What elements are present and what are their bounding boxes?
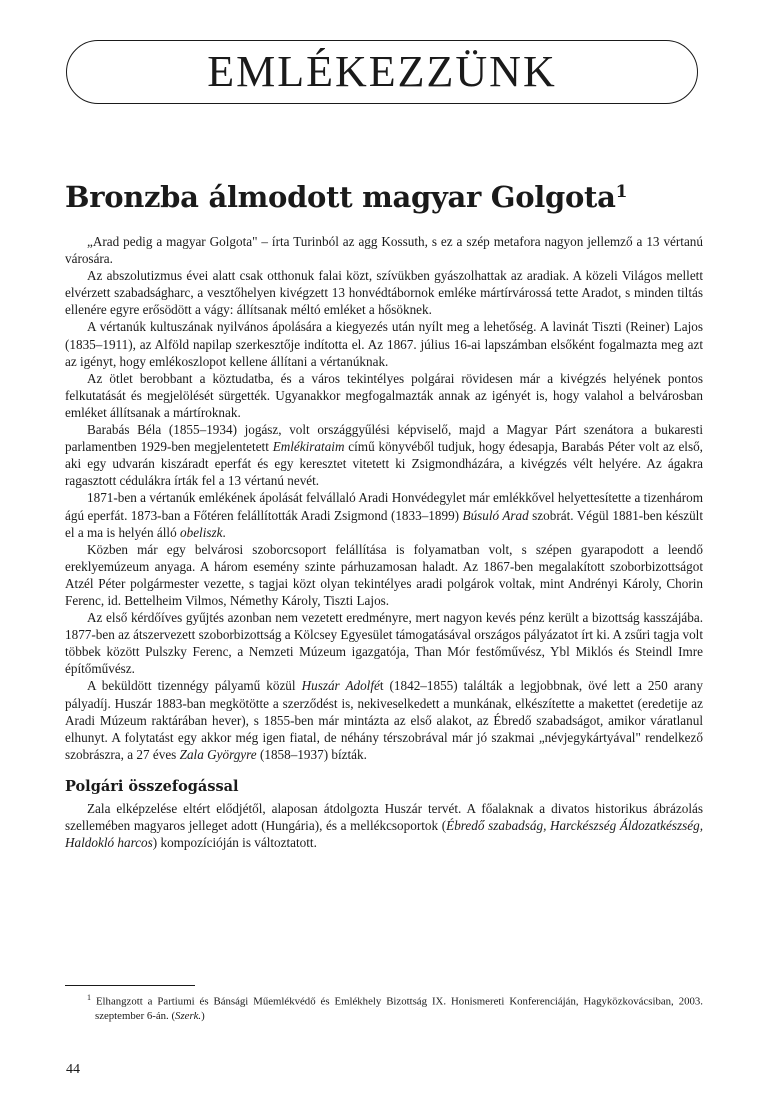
paragraph-6-text-a: 1871-ben a vértanúk emlékének ápolását felvállaló Aradi Honvédegylet már emlékkővel helyettesítette a tizenhárom ágú eperfát. 1873-ban a Főtéren felállították Aradi Zsigmond (1833–1899)	[65, 490, 703, 523]
footnote-text-a: Elhangzott a Partiumi és Bánsági Műemlékvédő és Emlékhely Bizottság IX. Honismereti Konferenciáján, Hagyközkovácsiban, 2003. szeptember 6-án. (	[91, 995, 703, 1022]
paragraph-9	[65, 677, 703, 762]
paragraph-6	[65, 489, 703, 540]
obelisk-term: obeliszk	[180, 524, 223, 540]
paragraph-1: „Arad pedig a magyar Golgota" – írta Turinból az agg Kossuth, s ez a szép metafora nagyon jellemző a 13 vértanú városára.	[65, 234, 703, 267]
page-number: 44	[66, 1062, 80, 1077]
section-title: EMLÉKEZZÜNK	[207, 47, 557, 96]
paragraph-6-text-b: szobrát. Végül 1881-ben készült el a ma is helyén álló	[65, 507, 704, 540]
paragraph-9-text-c: (1858–1937) bízták.	[256, 746, 367, 762]
paragraph-4: Az ötlet berobbant a köztudatba, és a város tekintélyes polgárai rövidesen már a kivégzés helyének pontos felkutatását és megjelölését sürgették. Ugyanakkor megfogalmazták annak az igényét is, hogy valahol a belvárosban emléket állítsanak a mártíroknak.	[65, 370, 703, 420]
subheading: Polgári összefogással	[65, 777, 239, 795]
paragraph-7: Közben már egy belvárosi szoborcsoport felállítása is folyamatban volt, s szépen gyarapodott a leendő ereklyemúzeum anyaga. A három esemény szinte párhuzamosan haladt. Az 1867-ben megalakított szoborbizottságot Atzél Péter polgármester vezette, s tagjai közt olyan tekintélyes aradi polgárok voltak, mint Andrényi Károly, Chorin Ferenc, id. Bettelheim Vilmos, Némethy Károly, Tiszti Lajos.	[65, 541, 703, 608]
article-title-text: Bronzba álmodott magyar Golgota	[65, 180, 616, 214]
section-banner	[66, 40, 698, 104]
sculptor-name-huszar: Huszár Adolfé	[301, 678, 380, 694]
paragraph-8: Az első kérdőíves gyűjtés azonban nem vezetett eredményre, mert nagyon kevés pénz került a bizottság kasszájába. 1877-ben az átszervezett szoborbizottság a Kölcsey Egyesület támogatásával országos pályázatot írt ki. A zsűri tagja volt többek között Pulszky Ferenc, a Nemzeti Múzeum igazgatója, Than Mór festőművész, Ybl Miklós és Steindl Imre építőművész.	[65, 610, 703, 677]
footnote-reference[interactable]: 1	[615, 182, 628, 202]
footnote-editor-note: Szerk.	[175, 1009, 202, 1022]
sculpture-group-names: Ébredő szabadság, Harckészség Áldozatkészség, Haldokló harcos	[65, 818, 703, 851]
paragraph-10-text-b: ) kompozícióján is változtatott.	[152, 835, 317, 851]
paragraph-5-text-b: című könyvéből tudjuk, hogy édesapja, Barabás Péter volt az első, aki egy udvarán kiszáradt eperfát és egy keresztet vitetett ki Zsigmondházára, a kivégzés vélt helyére. Az ágakra ragasztott cédulákra írták fel a 13 vértanú nevét.	[65, 439, 703, 489]
article-body	[65, 233, 703, 851]
paragraph-3: A vértanúk kultuszának nyilvános ápolására a kiegyezés után nyílt meg a lehetőség. A lavinát Tiszti (Reiner) Lajos (1835–1911), az Alföld napilap szerkesztője indította el. Az 1867. július 16-ai lapszámban elsőként fogalmazta meg azt az igényt, hogy emlékoszlopot kellene állítani a vértanúknak.	[65, 319, 703, 369]
book-title: Emlékirataim	[272, 439, 345, 455]
statue-name: Búsuló Arad	[462, 507, 529, 523]
article-title	[65, 180, 627, 214]
paragraph-2: Az abszolutizmus évei alatt csak otthonuk falai közt, szívükben gyászolhattak az aradiak. A közeli Világos mellett elvérzett szabadságharc, a vesztőhelyen kivégzett 13 honvédtábornok emléke mártírvárossá tette Aradot, s minden tiltás ellenére egyre erősödött a vágy: állítsanak méltó emléket a hősöknek.	[65, 268, 703, 318]
paragraph-6-text-c: .	[222, 524, 226, 540]
footnote-divider	[65, 985, 195, 986]
sculptor-name-zala: Zala Györgyre	[179, 746, 257, 762]
footnote-text-b: )	[201, 1009, 205, 1022]
paragraph-9-text-a: A beküldött tizennégy pályamű közül	[87, 678, 302, 694]
footnote-marker: 1	[87, 993, 91, 1002]
footnote	[65, 991, 703, 1023]
paragraph-9-text-b: t (1842–1855) találták a legjobbnak, övé lett a 250 arany pályadíj. Huszár 1883-ban megkötötte a szerződést is, nekiveselkedett a munkának, elkészítette a makettet (eredetije az Aradi Múzeum raktárában hever), s 1855-ben már mintázta az első alakot, az Ébredő szabadságot, amikor váratlanul elhunyt. A folytatást egy akkor még igen fiatal, de néhány térszobrával már jó szakmai „névjegykártyával" rendelkező szobrászra, a 27 éves	[65, 678, 703, 762]
paragraph-5-text-a: Barabás Béla (1855–1934) jogász, volt országgyűlési képviselő, majd a Magyar Párt szenátora a bukaresti parlamentben 1929-ben megjelentetett	[65, 422, 703, 455]
paragraph-10	[65, 800, 703, 851]
paragraph-5	[65, 421, 703, 489]
paragraph-10-text-a: Zala elképzelése eltért elődjétől, alaposan átdolgozta Huszár tervét. A főalaknak a divatos historikus ábrázolás szellemében magyaros jelleget adott (Hungária), és a mellékcsoportok (	[65, 801, 703, 834]
